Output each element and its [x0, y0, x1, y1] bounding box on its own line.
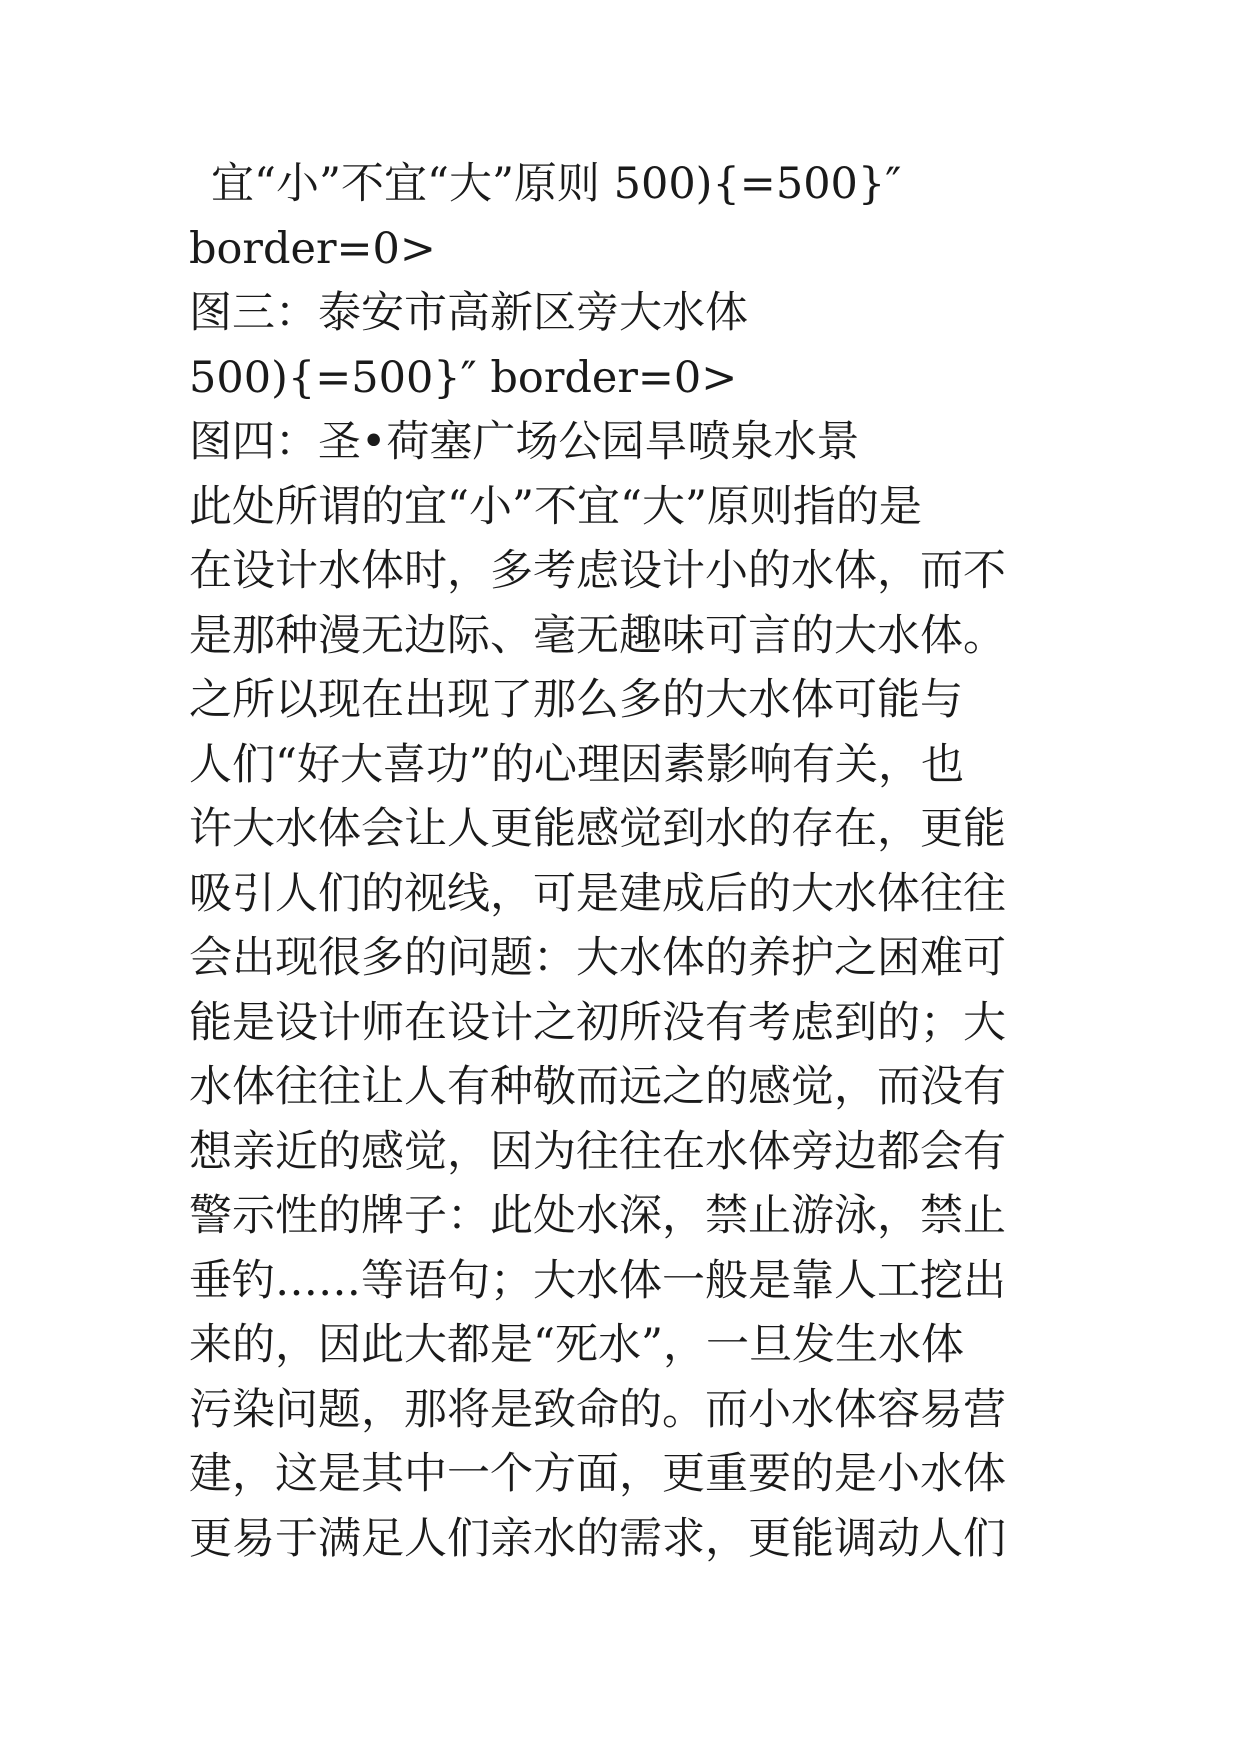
paragraph-line: 此处所谓的宜“小”不宜“大”原则指的是 [189, 481, 922, 532]
paragraph-line: 之所以现在出现了那么多的大水体可能与 [189, 675, 963, 725]
paragraph-line: 垂钓……等语句；大水体一般是靠人工挖出 [189, 1255, 1006, 1306]
paragraph-line: 是那种漫无边际、毫无趣味可言的大水体。 [189, 610, 1006, 661]
paragraph-line: 污染问题，那将是致命的。而小水体容易营 [189, 1384, 1006, 1435]
paragraph-line: 建，这是其中一个方面，更重要的是小水体 [189, 1449, 1006, 1499]
figure-caption-3: 图三：泰安市高新区旁大水体 [189, 288, 748, 338]
paragraph-line: 能是设计师在设计之初所没有考虑到的；大 [189, 997, 1006, 1048]
paragraph-line: 水体往往让人有种敬而远之的感觉，而没有 [189, 1062, 1006, 1112]
paragraph-line: 警示性的牌子：此处水深，禁止游泳，禁止 [189, 1191, 1006, 1241]
paragraph-line: 来的，因此大都是“死水”，一旦发生水体 [189, 1320, 964, 1370]
paragraph-line: 更易于满足人们亲水的需求，更能调动人们 [189, 1513, 1006, 1564]
paragraph-line: 在设计水体时，多考虑设计小的水体，而不 [189, 546, 1006, 596]
paragraph-line: 许大水体会让人更能感觉到水的存在，更能 [189, 804, 1006, 854]
paragraph-line: 会出现很多的问题：大水体的养护之困难可 [189, 933, 1006, 983]
text-line-heading: 宜“小”不宜“大”原则 500){=500}″ [211, 159, 902, 209]
paragraph-line: 吸引人们的视线，可是建成后的大水体往往 [189, 868, 1006, 919]
paragraph-line: 想亲近的感觉，因为往往在水体旁边都会有 [189, 1126, 1006, 1177]
paragraph-line: 人们“好大喜功”的心理因素影响有关，也 [189, 739, 964, 790]
text-line: border=0> [189, 223, 436, 274]
figure-caption-4: 图四：圣•荷塞广场公园旱喷泉水景 [189, 417, 860, 467]
body-text [189, 152, 1069, 1571]
text-line: 500){=500}″ border=0> [189, 352, 738, 403]
